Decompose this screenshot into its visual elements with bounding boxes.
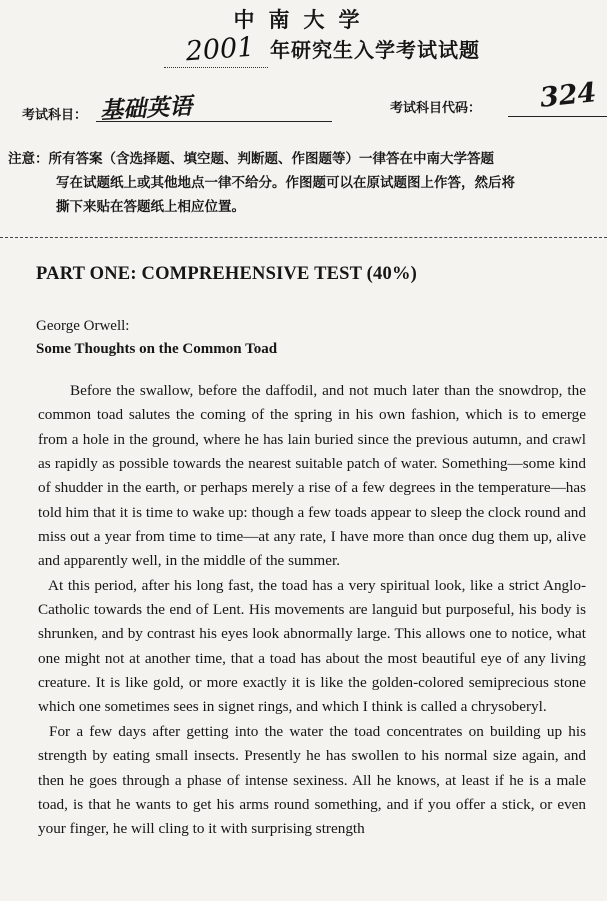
author-name: George Orwell: [36,318,130,334]
university-name: 中南大学 [233,8,374,32]
essay-paragraph: Before the swallow, before the daffodil, and not much later than the snowdrop, the common toad salutes the coming of the spring in his own fashion, which is to emerge from a hole in the ground, where he has lain buried since the previous autumn, and crawl as rapidly as possible towards the nearest suitable patch of water. Something—some kind of shudder in the earth, or perhaps merely a rise of a few degrees in the temperature—has told him that it is time to wake up: though a few toads appear to sleep the clock round and miss out a year from time to time—at any rate, I have more than once dug them up, alive and apparently well, in the middle of the summer. [38,382,586,570]
essay-title: Some Thoughts on the Common Toad [36,341,278,357]
code-label: 考试科目代码： [390,101,482,116]
part-title: PART ONE: COMPREHENSIVE TEST (40%) [36,264,418,284]
code-underline [508,116,607,117]
code-handwritten: 324 [538,77,598,114]
section-divider [0,237,607,238]
essay-paragraph: At this period, after his long fast, the toad has a very spiritual look, like a strict Anglo-Catholic towards the end of Lent. His movements are languid but purposeful, his body is shrunken, and by contrast his eyes look abnormally large. This allows one to notice, what one might not at another time, that a toad has about the most beautiful eye of any living creature. It is like gold, or more exactly it is like the golden-colored semiprecious stone which one sometimes sees in signet rings, and which I think is called a chrysoberyl. [38,576,586,716]
subject-underline [96,121,332,122]
handwritten-year: 2001 [184,31,256,68]
notice-line: 撕下来贴在答题纸上相应位置。 [56,199,245,215]
notice-line: 写在试题纸上或其他地点一律不给分。作图题可以在原试题图上作答，然后将 [56,175,515,191]
subject-handwritten: 基础英语 [99,92,193,125]
exam-title: 年研究生入学考试试题 [270,38,480,62]
notice-line: 注意：所有答案（含选择题、填空题、判断题、作图题等）一律答在中南大学答题 [8,151,494,167]
notice-block [8,147,607,219]
essay-paragraph: For a few days after getting into the water the toad concentrates on building up his strength by eating small insects. Presently he has swollen to his normal size again, and then he goes through a phase of intense sexiness. All he knows, at least if he is a male toad, is that he wants to get his arms round something, and if you offer a stick, or even your finger, he will cling to it with surprising strength [38,722,586,838]
year-underline [164,67,268,68]
essay-body [38,379,586,842]
subject-label: 考试科目： [22,108,88,123]
